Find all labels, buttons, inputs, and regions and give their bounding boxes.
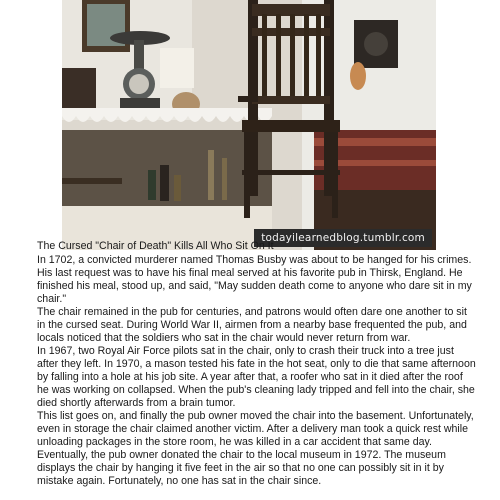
story-paragraph: Eventually, the pub owner donated the chair to the local museum in 1972. The museum displays the chair by hanging it five feet in the air so that no one can possibly sit in it by mistake again. Fortunately, no one has sat in the chair since. — [37, 449, 446, 487]
post-title: The Cursed "Chair of Death" Kills All Who Sit On It — [37, 240, 274, 252]
museum-chair-photo — [62, 0, 436, 250]
story-paragraph: In 1967, two Royal Air Force pilots sat in the chair, only to crash their truck into a tree just after they left. In 1970, a mason tested his fate in the hot seat, only to die that same afternoon by falling into a hole at his job site. A year after that, a roofer who sat in it died after the roof he was working on collapsed. When the pub's cleaning lady tripped and fell into the chair, she died shortly afterwards from a brain tumor. — [37, 345, 476, 409]
story-body — [37, 254, 477, 488]
story-paragraph: This list goes on, and finally the pub owner moved the chair into the basement. Unfortunately, even in storage the chair claimed another victim. After a delivery man took a quick rest while unloading packages in the store room, he was killed in a car accident that same day. — [37, 410, 474, 448]
story-paragraph: The chair remained in the pub for centuries, and patrons would often dare one another to sit in the cursed seat. During World War II, airmen from a nearby base frequented the pub, and locals noticed that the soldiers who sat in the chair would never return from war. — [37, 306, 467, 344]
chair-scene-illustration — [62, 0, 436, 250]
story-paragraph: In 1702, a convicted murderer named Thomas Busby was about to be hanged for his crimes. His last request was to have his final meal served at his favorite pub in Thirsk, England. He finished his meal, stood up, and said, "May sudden death come to anyone who dare sit in my chair." — [37, 254, 472, 305]
watermark-label: todayilearnedblog.tumblr.com — [254, 229, 432, 247]
